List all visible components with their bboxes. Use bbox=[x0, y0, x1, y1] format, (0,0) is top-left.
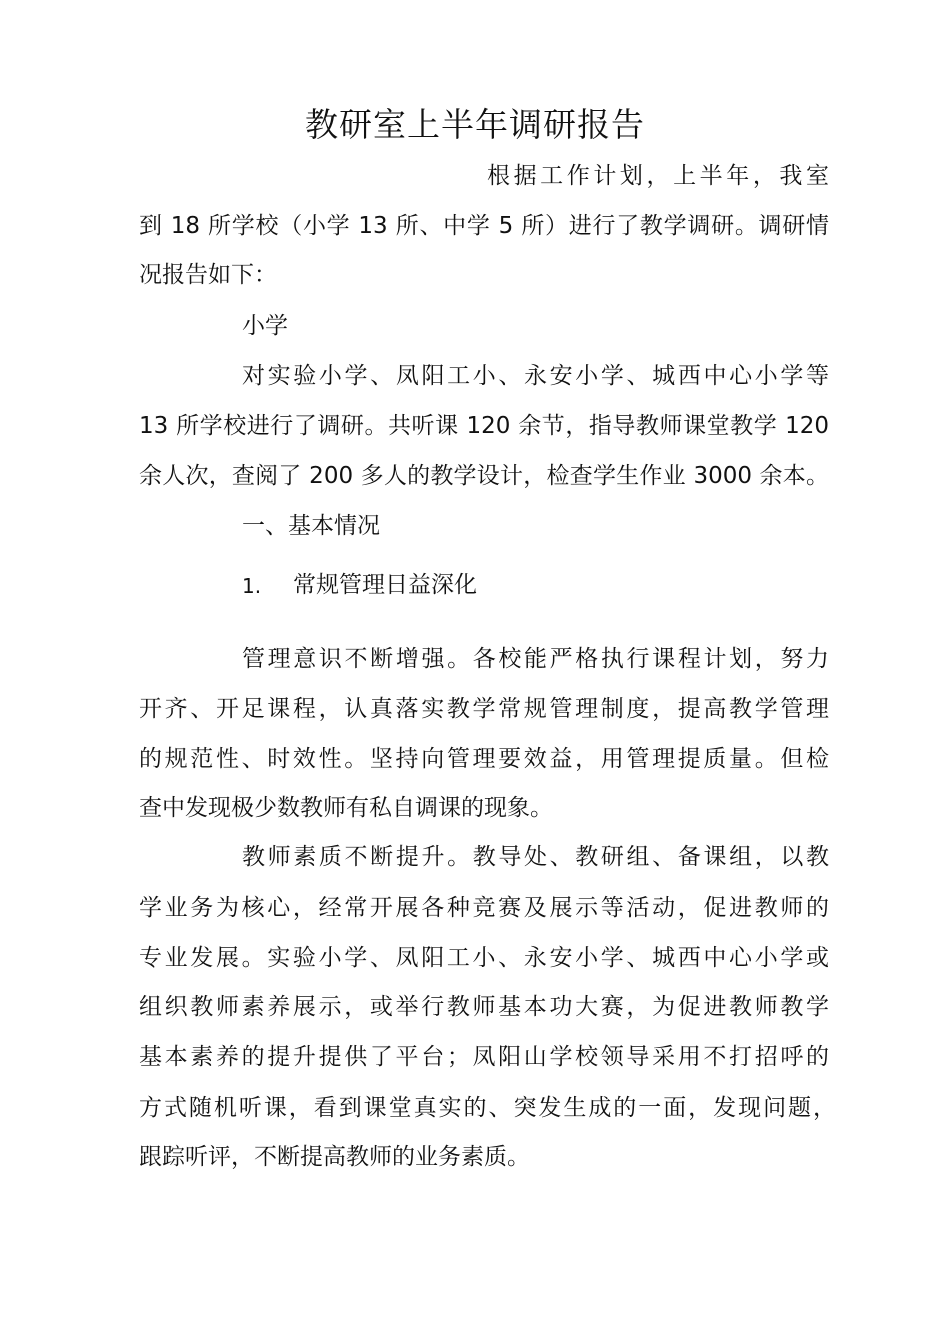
subheading-routine-management: 常规管理日益深化 bbox=[293, 572, 477, 598]
teachers-paragraph-line-6: 方式随机听课，看到课堂真实的、突发生成的一面，发现问题， bbox=[139, 1095, 836, 1121]
management-paragraph-line-4: 查中发现极少数教师有私自调课的现象。 bbox=[139, 795, 553, 821]
section-heading-primary: 小学 bbox=[242, 313, 288, 339]
management-paragraph-line-1: 管理意识不断增强。各校能严格执行课程计划，努力 bbox=[242, 646, 829, 672]
teachers-paragraph-line-1: 教师素质不断提升。教导处、教研组、备课组，以教 bbox=[242, 844, 829, 870]
heading-basic-situation: 一、基本情况 bbox=[242, 513, 380, 539]
document-title: 教研室上半年调研报告 bbox=[305, 105, 645, 144]
intro-line-1: 根据工作计划，上半年，我室 bbox=[487, 163, 829, 189]
subheading-number: 1. bbox=[242, 574, 262, 598]
intro-line-3: 况报告如下： bbox=[139, 262, 277, 288]
primary-paragraph-line-2: 13 所学校进行了调研。共听课 120 余节，指导教师课堂教学 120 bbox=[139, 413, 829, 439]
teachers-paragraph-line-3: 专业发展。实验小学、凤阳工小、永安小学、城西中心小学或 bbox=[139, 945, 829, 971]
primary-paragraph-line-1: 对实验小学、凤阳工小、永安小学、城西中心小学等 bbox=[242, 363, 829, 389]
teachers-paragraph-line-2: 学业务为核心，经常开展各种竞赛及展示等活动，促进教师的 bbox=[139, 895, 829, 921]
primary-paragraph-line-3: 余人次，查阅了 200 多人的教学设计，检查学生作业 3000 余本。 bbox=[139, 463, 829, 489]
intro-line-2: 到 18 所学校（小学 13 所、中学 5 所）进行了教学调研。调研情 bbox=[139, 213, 829, 239]
management-paragraph-line-2: 开齐、开足课程，认真落实教学常规管理制度，提高教学管理 bbox=[139, 696, 829, 722]
management-paragraph-line-3: 的规范性、时效性。坚持向管理要效益，用管理提质量。但检 bbox=[139, 746, 829, 772]
teachers-paragraph-line-4: 组织教师素养展示，或举行教师基本功大赛，为促进教师教学 bbox=[139, 994, 829, 1020]
teachers-paragraph-line-7: 跟踪听评，不断提高教师的业务素质。 bbox=[139, 1144, 530, 1170]
teachers-paragraph-line-5: 基本素养的提升提供了平台；凤阳山学校领导采用不打招呼的 bbox=[139, 1044, 829, 1070]
